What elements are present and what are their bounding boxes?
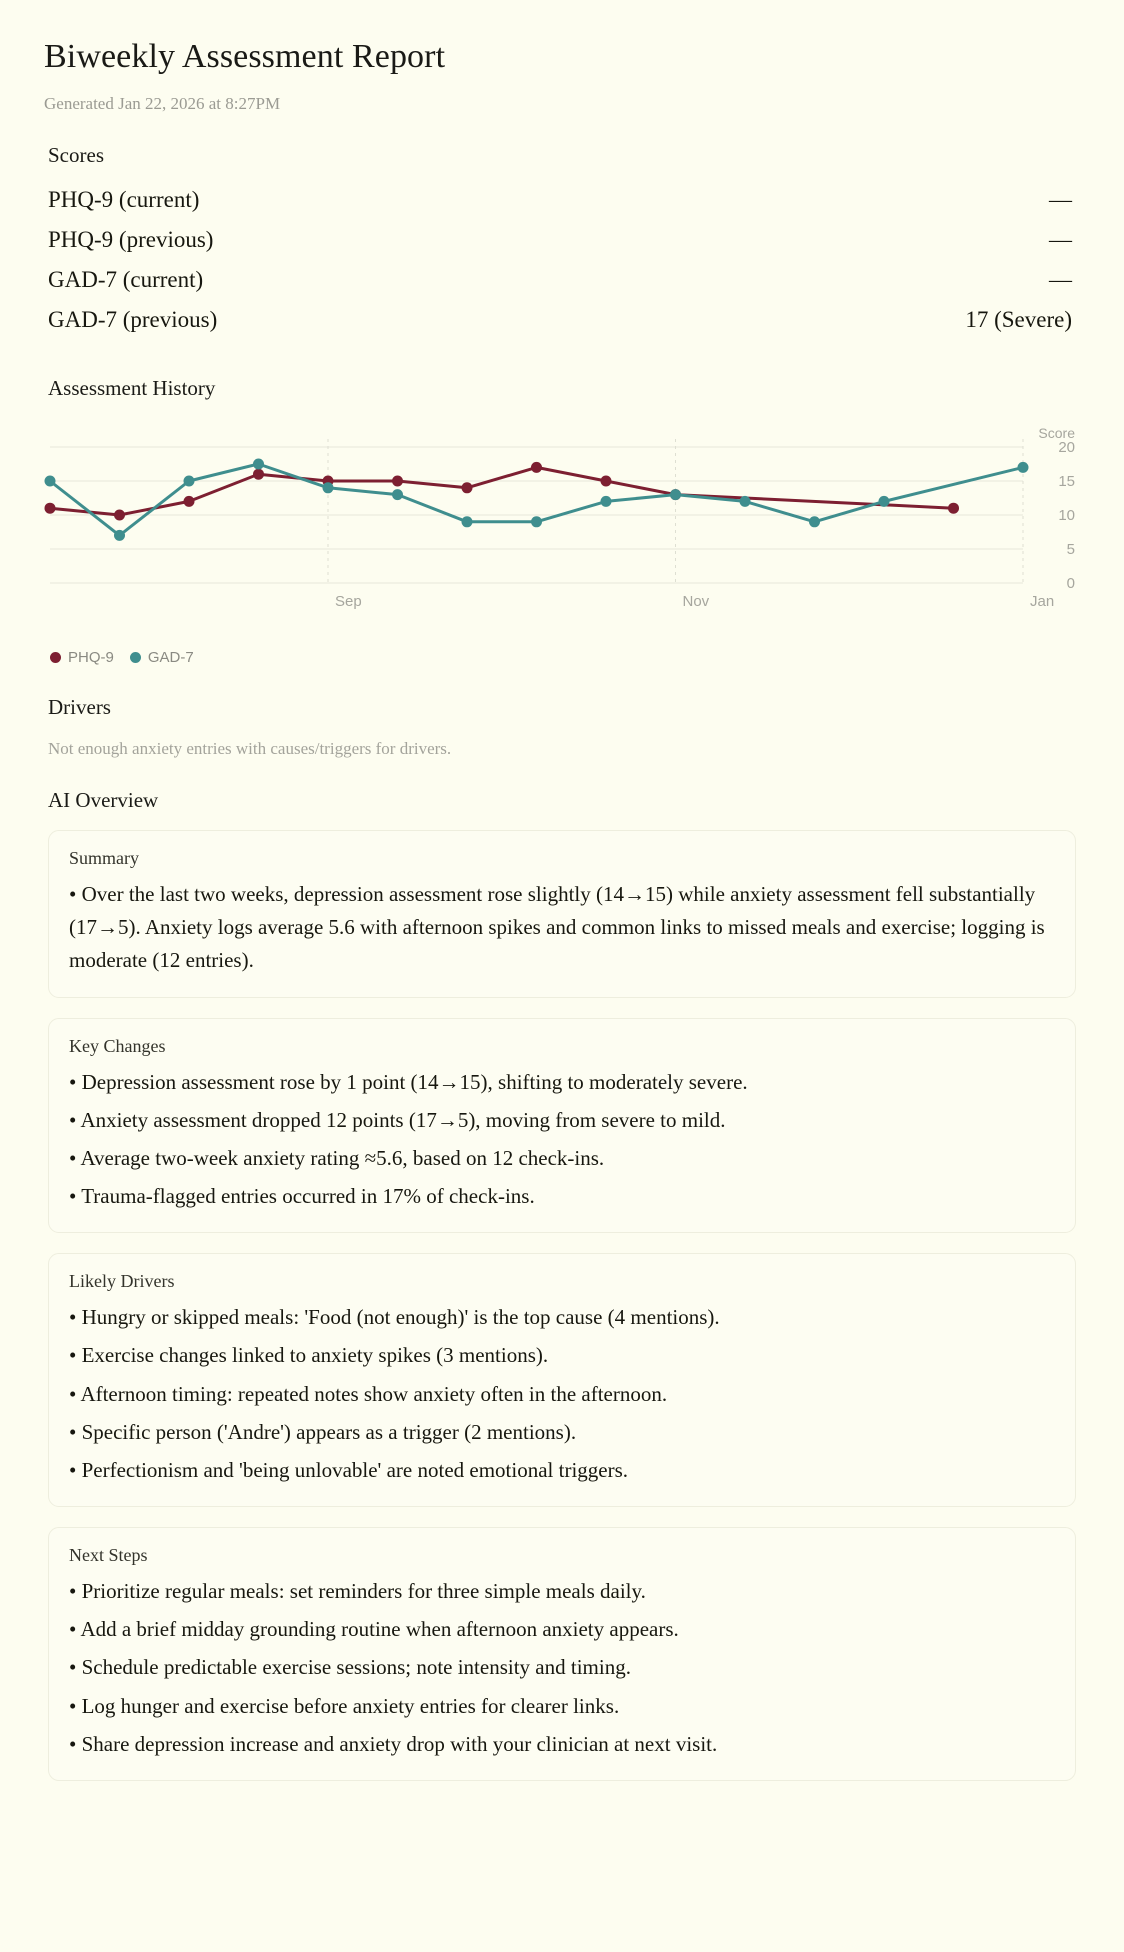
data-point[interactable] [114,530,125,541]
data-point[interactable] [740,496,751,507]
data-point[interactable] [601,496,612,507]
ai-card-bullet: • Hungry or skipped meals: 'Food (not enough)' is the top cause (4 mentions). [69,1305,720,1330]
ai-card-title: Summary [69,848,139,868]
data-point[interactable] [601,476,612,487]
ai-card-title: Next Steps [69,1545,148,1566]
ai-card-bullet: • Trauma-flagged entries occurred in 17% of check-ins. [69,1184,535,1209]
ai-card [48,830,1076,998]
score-row [38,227,1086,267]
legend-item-gad7[interactable] [130,649,194,666]
ai-card-bullet: • Prioritize regular meals: set reminders for three simple meals daily. [69,1579,646,1604]
page-title: Biweekly Assessment Report [44,38,446,75]
score-label: PHQ-9 (current) [48,187,200,212]
data-point[interactable] [392,489,403,500]
ai-card-bullet: • Exercise changes linked to anxiety spikes (3 mentions). [69,1343,549,1368]
data-point[interactable] [114,510,125,521]
data-point[interactable] [462,516,473,527]
ai-card-bullet: • Specific person ('Andre') appears as a trigger (2 mentions). [69,1419,577,1444]
y-tick-label: 0 [1066,575,1075,592]
legend-dot-icon [130,652,141,663]
y-axis-title: Score [1038,425,1075,441]
data-point[interactable] [531,516,542,527]
ai-card-bullet: • Depression assessment rose by 1 point (14→15), shifting to moderately severe. [69,1069,748,1094]
ai-card-bullet: • Anxiety assessment dropped 12 points (17→5), moving from severe to mild. [69,1107,726,1132]
data-point[interactable] [184,496,195,507]
scores-list [38,187,1086,347]
ai-card [48,1253,1076,1507]
data-point[interactable] [879,496,890,507]
score-value: — [1049,187,1072,212]
series-line [50,467,954,515]
data-point[interactable] [253,469,264,480]
ai-card-title: Likely Drivers [69,1271,175,1292]
ai-card-bullet: • Schedule predictable exercise sessions; note intensity and timing. [69,1655,631,1680]
ai-card-bullet: • Add a brief midday grounding routine when afternoon anxiety appears. [69,1617,679,1642]
ai-card [48,1527,1076,1781]
score-label: GAD-7 (current) [48,267,204,292]
data-point[interactable] [462,482,473,493]
x-tick-label: Sep [335,593,362,610]
data-point[interactable] [323,482,334,493]
legend-label: PHQ-9 [68,649,114,666]
history-heading: Assessment History [48,376,216,400]
score-value: — [1049,227,1072,252]
ai-card [48,1018,1076,1234]
score-row [38,187,1086,227]
score-value: — [1049,267,1072,292]
data-point[interactable] [531,462,542,473]
x-tick-label: Jan [1030,593,1055,610]
score-row [38,267,1086,307]
score-label: PHQ-9 (previous) [48,227,214,252]
data-point[interactable] [184,476,195,487]
y-tick-label: 10 [1058,507,1075,524]
ai-card-title: Key Changes [69,1035,166,1056]
legend-dot-icon [50,652,61,663]
score-label: GAD-7 (previous) [48,307,218,332]
y-tick-label: 20 [1058,439,1075,456]
ai-overview-heading: AI Overview [48,788,159,812]
ai-overview-cards [38,830,1086,1841]
ai-card-bullet: • Average two-week anxiety rating ≈5.6, based on 12 check-ins. [69,1145,605,1170]
legend-label: GAD-7 [147,649,194,666]
data-point[interactable] [948,503,959,514]
data-point[interactable] [45,503,56,514]
ai-card-bullet: • Afternoon timing: repeated notes show anxiety often in the afternoon. [69,1381,668,1406]
score-value: 17 (Severe) [965,307,1072,332]
generated-timestamp: Generated Jan 22, 2026 at 8:27PM [44,94,281,113]
ai-card-bullet: • Log hunger and exercise before anxiety entries for clearer links. [69,1693,620,1718]
data-point[interactable] [1018,462,1029,473]
data-point[interactable] [253,459,264,470]
legend-item-phq9[interactable] [50,649,114,666]
drivers-empty-note: Not enough anxiety entries with causes/triggers for drivers. [48,739,452,758]
data-point[interactable] [392,476,403,487]
ai-card-bullet: • Over the last two weeks, depression assessment rose slightly (14→15) while anxiety assessment fell substantially (17→5). Anxiety logs average 5.6 with afternoon spikes and common links to missed meals and exercise; logging is moderate (12 entries). [69,882,1045,973]
scores-heading: Scores [48,143,104,167]
data-point[interactable] [809,516,820,527]
data-point[interactable] [670,489,681,500]
chart-canvas[interactable] [38,425,1086,640]
x-tick-label: Nov [682,593,710,610]
assessment-history-chart[interactable] [38,425,1086,640]
y-tick-label: 15 [1058,473,1075,490]
chart-legend [50,649,1086,666]
score-row [38,307,1086,347]
ai-card-bullet: • Share depression increase and anxiety drop with your clinician at next visit. [69,1731,718,1756]
ai-card-bullet: • Perfectionism and 'being unlovable' are noted emotional triggers. [69,1457,629,1482]
drivers-heading: Drivers [48,695,111,719]
data-point[interactable] [45,476,56,487]
y-tick-label: 5 [1066,541,1075,558]
